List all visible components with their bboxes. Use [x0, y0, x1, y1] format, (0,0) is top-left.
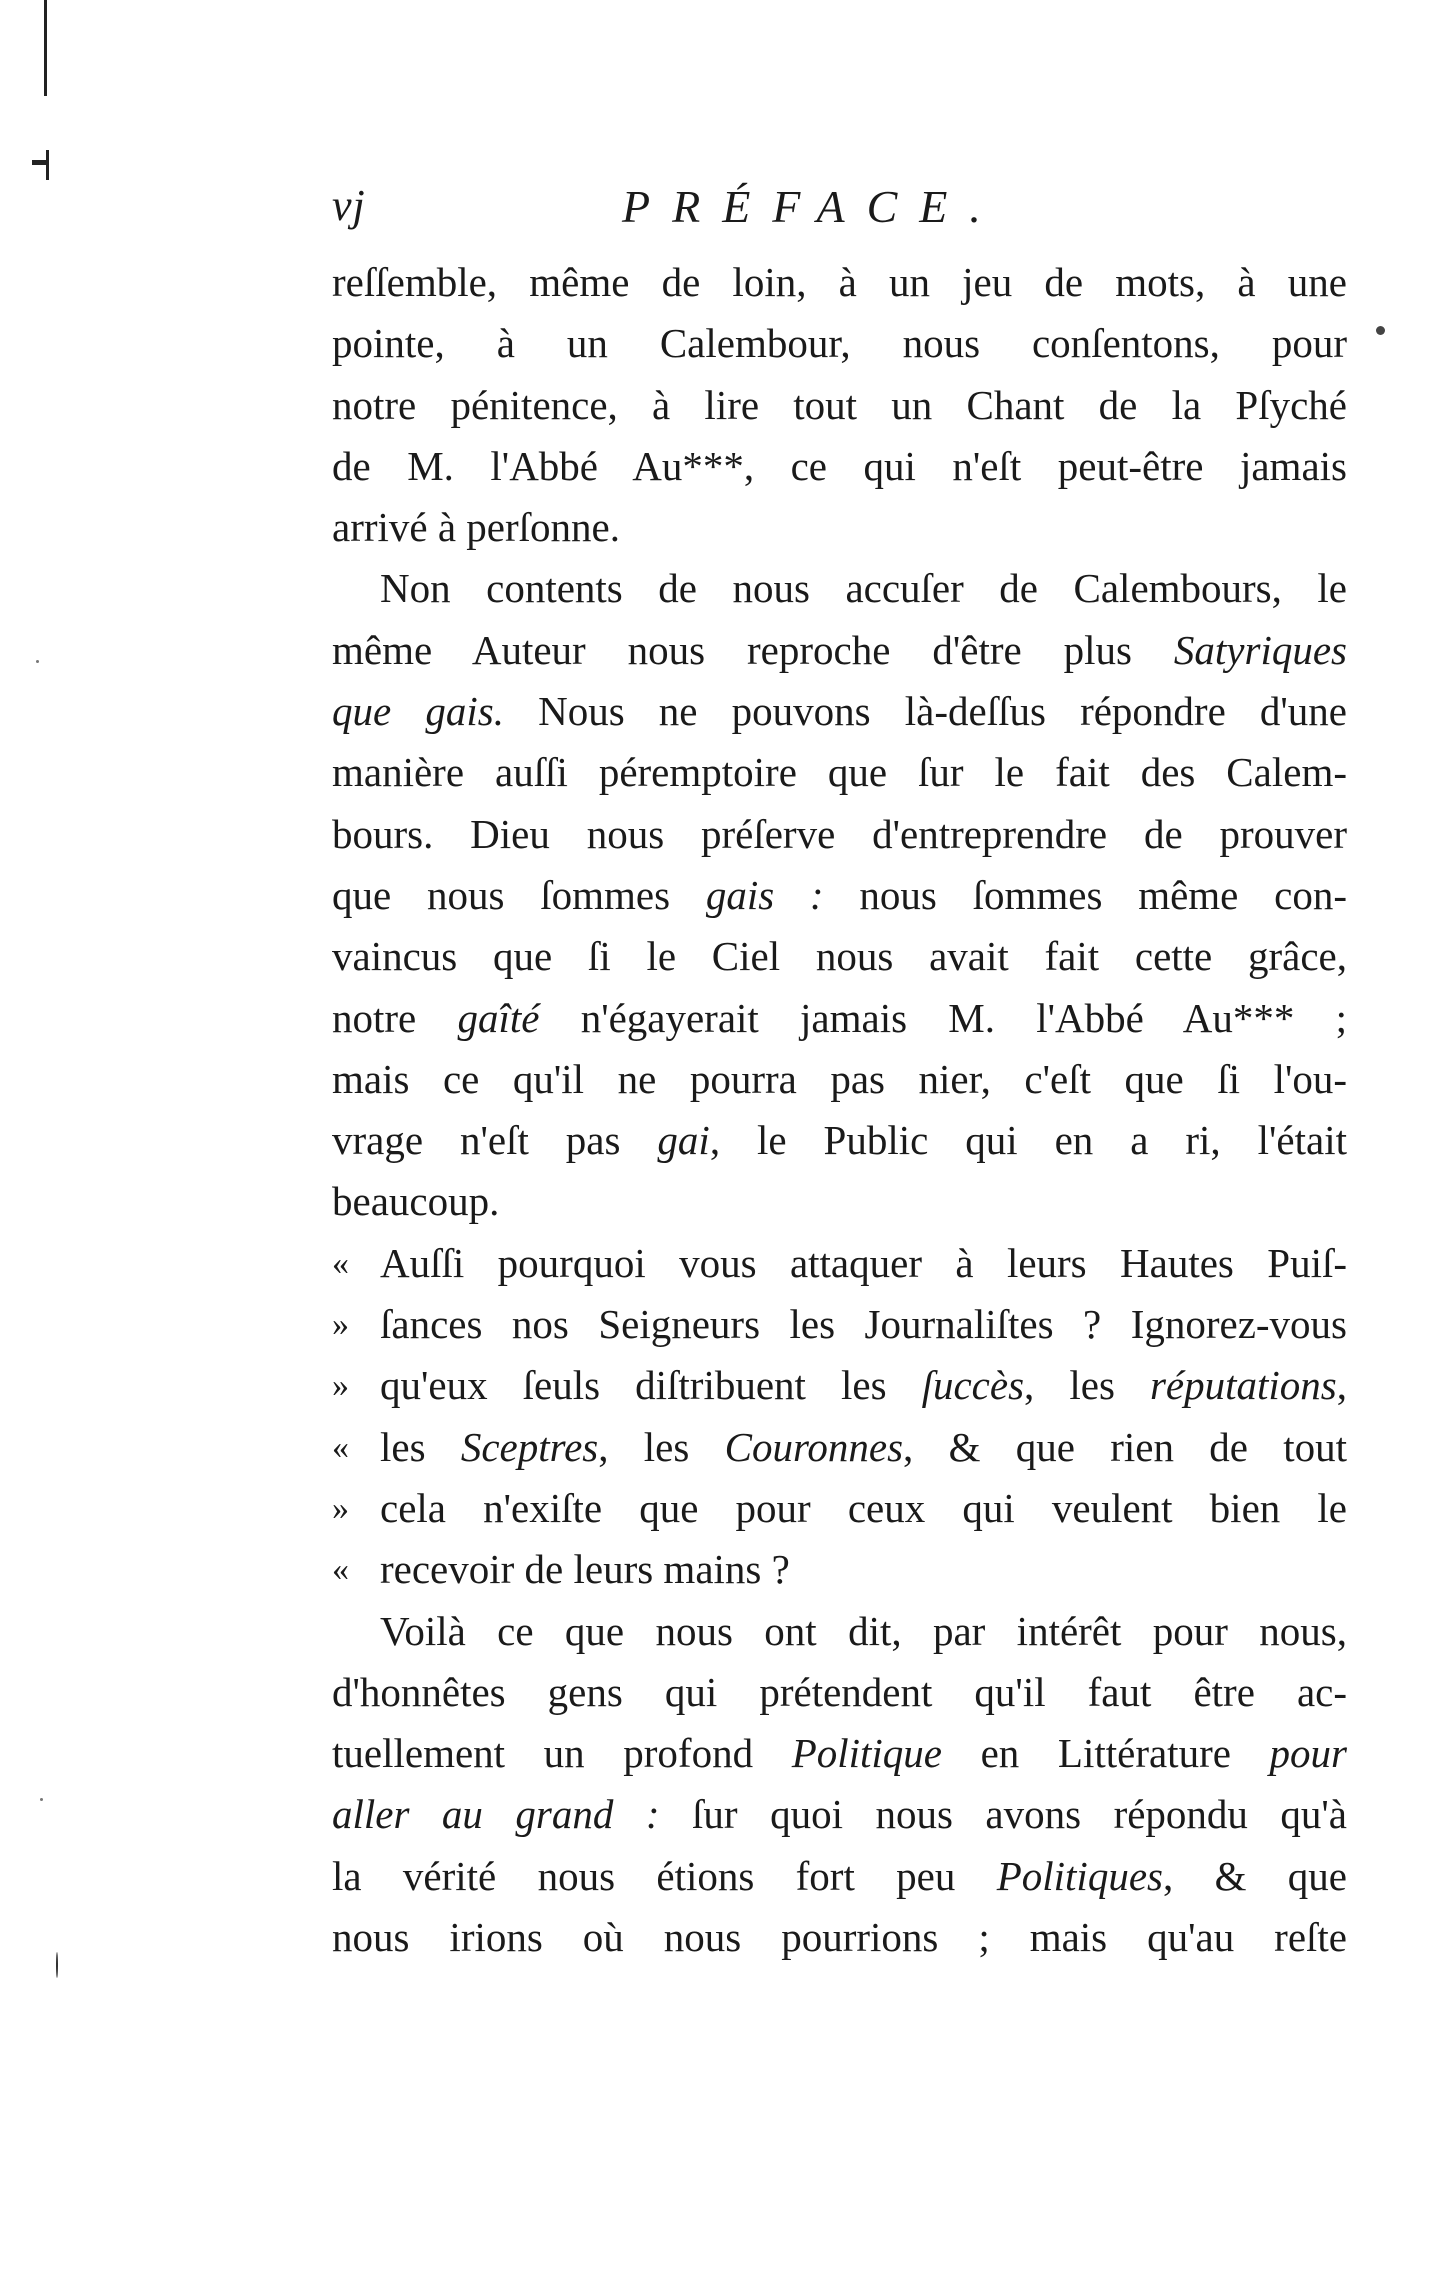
text-line	[332, 804, 1347, 865]
text-line	[332, 988, 1347, 1049]
quotation-mark: »	[332, 1306, 349, 1344]
scan-speck	[36, 660, 39, 663]
text-segment: vaincus que ſi le Ciel nous avait fait cette grâce,	[332, 933, 1347, 980]
text-line	[332, 1601, 1347, 1662]
text-segment: beaucoup.	[332, 1178, 500, 1225]
scan-speck	[1376, 326, 1385, 335]
text-segment: la vérité nous étions fort peu	[332, 1852, 997, 1899]
text-segment: , & que rien de tout	[903, 1423, 1348, 1470]
text-segment: Nous ne pouvons là-deſſus répondre d'une	[503, 688, 1348, 735]
italic-text: ſuccès	[921, 1362, 1025, 1409]
italic-text: Couronnes	[724, 1423, 904, 1470]
text-segment: , le Public qui en a ri, l'était	[709, 1117, 1347, 1164]
text-segment: vrage n'eſt pas	[332, 1117, 658, 1164]
text-segment: , & que	[1162, 1852, 1347, 1899]
text-line	[332, 252, 1347, 313]
text-segment: en Littérature	[942, 1730, 1270, 1777]
italic-text: gaîté	[457, 994, 540, 1041]
quotation-mark: »	[332, 1489, 349, 1527]
italic-text: Satyriques	[1173, 626, 1347, 673]
text-segment: ,	[1336, 1362, 1347, 1409]
text-segment: qu'eux ſeuls diſtribuent les	[380, 1362, 922, 1409]
text-segment: Auſſi pourquoi vous attaquer à leurs Hautes Puiſ-	[380, 1239, 1347, 1286]
quotation-mark: »	[332, 1367, 349, 1405]
text-segment: que nous ſommes	[332, 871, 706, 918]
text-segment: cela n'exiſte que pour ceux qui veulent bien le	[380, 1484, 1347, 1531]
quotation-mark: «	[332, 1428, 349, 1466]
text-segment: tuellement un profond	[332, 1730, 792, 1777]
italic-text: Politique	[791, 1730, 942, 1777]
italic-text: réputations	[1149, 1362, 1337, 1409]
text-line	[332, 620, 1347, 681]
text-line	[332, 681, 1347, 742]
text-line	[332, 1478, 1347, 1539]
italic-text: aller au grand :	[332, 1791, 660, 1838]
scan-edge-mark	[44, 0, 47, 96]
text-segment: n'égayerait jamais M. l'Abbé Au*** ;	[539, 994, 1348, 1041]
text-line	[332, 1049, 1347, 1110]
text-line	[332, 1784, 1347, 1845]
text-line	[332, 1662, 1347, 1723]
text-line	[332, 375, 1347, 436]
text-line	[332, 558, 1347, 619]
text-segment: de M. l'Abbé Au***, ce qui n'eſt peut-être jamais	[332, 442, 1347, 489]
text-segment: notre	[332, 994, 458, 1041]
text-line	[332, 742, 1347, 803]
text-segment: nous ſommes même con-	[823, 871, 1348, 918]
text-segment: notre pénitence, à lire tout un Chant de la Pſyché	[332, 381, 1347, 428]
text-segment: Non contents de nous accuſer de Calembours, le	[380, 565, 1347, 612]
text-line	[332, 1171, 1347, 1232]
text-segment: bours. Dieu nous préſerve d'entreprendre de prouver	[332, 810, 1347, 857]
text-line	[332, 436, 1347, 497]
text-line	[332, 1417, 1347, 1478]
text-line	[332, 1110, 1347, 1171]
scan-speck	[40, 1798, 43, 1801]
text-line	[332, 1233, 1347, 1294]
italic-text: gai	[657, 1117, 710, 1164]
text-segment: , les	[1024, 1362, 1150, 1409]
text-segment: arrivé à perſonne.	[332, 504, 620, 551]
italic-text: Politiques	[996, 1852, 1163, 1899]
text-line	[332, 1846, 1347, 1907]
text-line	[332, 497, 1347, 558]
scan-speck	[56, 1952, 58, 1978]
running-title: PRÉFACE.	[622, 181, 1003, 232]
text-segment: manière auſſi péremptoire que ſur le fait des Calem-	[332, 749, 1347, 796]
page-number: vj	[332, 181, 366, 230]
text-segment: les	[380, 1423, 461, 1470]
text-line	[332, 1294, 1347, 1355]
italic-text: pour	[1269, 1730, 1347, 1777]
text-segment: recevoir de leurs mains ?	[380, 1546, 790, 1593]
italic-text: gais :	[705, 871, 824, 918]
text-segment: pointe, à un Calembour, nous conſentons, pour	[332, 320, 1347, 367]
page-header	[332, 180, 1352, 250]
text-segment: d'honnêtes gens qui prétendent qu'il faut être ac-	[332, 1668, 1347, 1715]
text-line	[332, 1907, 1347, 1968]
text-segment: reſſemble, même de loin, à un jeu de mots, à une	[332, 259, 1347, 305]
scan-edge-mark	[46, 150, 49, 180]
italic-text: Sceptres	[460, 1423, 599, 1470]
italic-text: que gais.	[332, 688, 504, 735]
text-segment: même Auteur nous reproche d'être plus	[332, 626, 1174, 673]
text-line	[332, 926, 1347, 987]
text-line	[332, 865, 1347, 926]
text-segment: ſur quoi nous avons répondu qu'à	[659, 1791, 1348, 1838]
text-segment: Voilà ce que nous ont dit, par intérêt pour nous,	[380, 1607, 1347, 1654]
text-segment: , les	[598, 1423, 725, 1470]
text-line	[332, 313, 1347, 374]
quotation-mark: «	[332, 1244, 349, 1282]
text-segment: mais ce qu'il ne pourra pas nier, c'eſt que ſi l'ou-	[332, 1055, 1347, 1102]
text-segment: nous irions où nous pourrions ; mais qu'au reſte	[332, 1914, 1347, 1961]
quotation-mark: «	[332, 1551, 349, 1589]
text-line	[332, 1355, 1347, 1416]
text-segment: ſances nos Seigneurs les Journaliſtes ? Ignorez-vous	[380, 1301, 1347, 1348]
text-line	[332, 1723, 1347, 1784]
body-text	[332, 252, 1347, 1968]
text-line	[332, 1539, 1347, 1600]
